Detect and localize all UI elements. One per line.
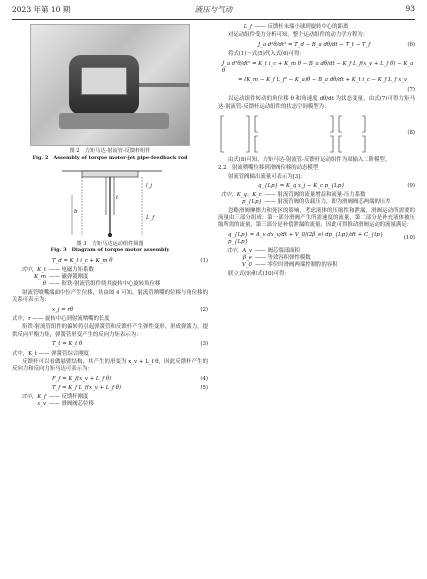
- def-symbol: θ: [42, 281, 46, 288]
- fig2-caption-cn: 图 2 力矩马达-射流管-反馈杆组件: [69, 148, 151, 154]
- eq2-number: (2): [200, 306, 208, 313]
- paragraph: 反馈杆可以看做悬臂结构，其产生的形变为 x_v + L_f θ，因此反馈杆产生的反向力和反向力矩马达可表示为：: [12, 359, 208, 373]
- left-column: [12, 24, 208, 409]
- paragraph: 衔铁-射流管组件的偏转将引起弹簧管和反馈杆产生弹性变形，形成弹簧力，提供反向平衡力矩，弹簧管形变产生的反向力矩表示为：: [12, 324, 208, 338]
- eq7b-text: = (K_m − K_f L_f² − K_a)θ − B_a dθ/dt + K_t i_c − K_f L_f x_v: [238, 77, 407, 84]
- right-column: [218, 24, 415, 279]
- label-lj: l_j: [146, 182, 153, 189]
- label-b: b: [74, 208, 78, 215]
- eq1-number: (1): [200, 258, 208, 265]
- def-text: —— 等效容积弹性模数: [255, 254, 311, 261]
- def-text: —— 衔铁-射流管组件绕其旋转中心旋转角位移: [49, 281, 161, 288]
- header-rule: [12, 19, 415, 20]
- equation-4: [12, 375, 208, 384]
- def-text: —— 磁弹簧刚度: [49, 274, 89, 280]
- paragraph: 忽略滑阀摩擦力和死区的影响，考虑液体的压缩性和泄漏，滑阀运动所需要的流量由三部分组成：第一部分滑阀产生所需速度的流量，第二部分是补充液体被压缩所需的流量，第三部分是补偿泄漏的流量，因此可得推动滑阀运动的流量满足：: [218, 207, 415, 229]
- eq10-number: (10): [403, 235, 415, 242]
- paragraph: 式中，K_t —— 弹簧管综合刚度: [12, 350, 90, 357]
- paragraph: 射流管阀输出流量可表示为[3]：: [228, 173, 306, 180]
- eq9-number: (9): [407, 183, 415, 190]
- def-text: —— 电磁力矩系数: [49, 266, 94, 273]
- fig3-caption-cn: 图 3 力矩马达运动组件简图: [76, 240, 144, 247]
- motor-label-plate: [81, 67, 127, 95]
- def-text: —— 阀芯端部面积: [255, 247, 300, 254]
- issue-label: 2023 年第 10 期: [12, 5, 71, 14]
- eq9-text: q_{Lp} = K_q x_j − K_c p_{Lp}: [258, 183, 345, 190]
- eq7a-text: J_a d²θ/dt² = K_t i_c + K_m θ − B_a dθ/dt − K_f L_f(x_v + L_f θ) − K_a θ: [222, 60, 414, 75]
- equation-7-number-row: [218, 86, 415, 95]
- def-row: [12, 401, 208, 408]
- equation-2: [12, 306, 208, 315]
- eq4-number: (4): [200, 375, 208, 382]
- eq7-number: (7): [407, 86, 415, 93]
- def-row: [218, 192, 415, 199]
- def-row: [218, 262, 415, 269]
- definitions-1: [12, 267, 208, 289]
- label-t: t: [116, 194, 119, 201]
- eq6-text: J_a d²θ/dt² = T_d − B_a dθ/dt − T_t − T_f: [258, 41, 371, 48]
- paragraph: 由式(8)可知，力矩马达-射流管-反馈杆运动组件为双输入二阶模型。: [228, 157, 391, 164]
- def-symbol: 式中，K_f: [21, 393, 46, 400]
- equation-6: [218, 41, 415, 50]
- eq10-text: q_{Lp} = A_v dx_v/dt + V_0/(2β_e) dp_{Lp}/dt + C_{tp} p_{Lp}: [228, 231, 384, 246]
- eq1-text: T_d = K_t i_c + K_m θ: [52, 258, 113, 265]
- eq6-number: (6): [407, 41, 415, 48]
- eq8-number: (8): [407, 130, 415, 137]
- definitions-0: [218, 24, 415, 31]
- def-symbol: β_e: [242, 254, 252, 261]
- def-text: —— 零位时滑阀两端控制腔的容积: [255, 262, 338, 269]
- paragraph: 射流管喷嘴端面中位产生位移，其由图 4 可知，射流管喷嘴的位移与角位移的关系可表示为：: [12, 289, 208, 304]
- equation-3: [12, 340, 208, 349]
- paragraph: 以运动组件转动的角位移 θ 和角速度 dθ/dt 为状态变量，由式(7)可得力矩马达-射流管-反馈杆运动组件的状态空间模型为：: [218, 96, 415, 110]
- def-symbol: 式中，K_q、K_c: [220, 191, 262, 198]
- label-lf: L_f: [146, 214, 155, 221]
- equation-5: [12, 384, 208, 393]
- page-header: [12, 4, 415, 18]
- def-row: [218, 24, 415, 31]
- equation-7-line-2: [218, 76, 415, 85]
- def-symbol: x_v: [37, 401, 46, 408]
- def-symbol: L_f: [243, 24, 252, 30]
- fig2-caption-en: Fig. 2 Assembly of torque motor-jet pipe-feedback rod: [32, 154, 188, 161]
- definitions-4: [218, 248, 415, 270]
- matrix-equation-figure: [218, 114, 398, 154]
- eq3-number: (3): [200, 341, 208, 348]
- paragraph: 对运动组件受力分析可知，整个运动组件的动力学方程为：: [228, 32, 369, 39]
- def-text: —— 反馈杆刚度: [49, 393, 89, 400]
- def-symbol: 式中，K_t: [20, 266, 46, 273]
- eq4-text: F_f = K_f(x_v + L_f θ): [52, 375, 112, 382]
- def-text: —— 反馈杆末端小球到旋转中心的距离: [255, 24, 349, 30]
- page-number: 93: [405, 4, 415, 13]
- paragraph: 式中，r —— 旋转中心到射流喷嘴的长度: [12, 316, 110, 323]
- def-row: [12, 281, 208, 288]
- equation-9: [218, 182, 415, 191]
- def-symbol: 式中，A_v: [226, 247, 252, 254]
- assembly-photo: [30, 24, 190, 146]
- fig3-caption-en: Fig. 3 Diagram of torque motor assembly: [50, 247, 170, 254]
- section-heading: 2.2 射流喷嘴位移到滑阀位移的动态模型: [218, 165, 319, 172]
- equation-1: [12, 257, 208, 266]
- paragraph: 将式(1)～式(5)代入式(6)可得：: [228, 51, 305, 58]
- def-row: [12, 267, 208, 274]
- definitions-2: [12, 394, 208, 409]
- def-row: [218, 248, 415, 255]
- mounting-base: [59, 113, 169, 129]
- eq2-text: x_j = rθ: [52, 306, 74, 313]
- def-symbol: K_m: [34, 274, 46, 280]
- def-symbol: p_{Lp}: [241, 199, 262, 206]
- def-row: [218, 199, 415, 206]
- def-symbol: V_0: [241, 262, 252, 269]
- paragraph: 联立式(9)和式(10)可得：: [228, 270, 290, 277]
- def-text: —— 射流管阀的负载压力，即为滑阀阀芯两端的压差: [265, 199, 391, 206]
- eq3-text: T_t = K_t θ: [52, 341, 83, 348]
- torque-motor-schematic: [12, 165, 208, 241]
- equation-7-line-1: [218, 60, 415, 77]
- def-row: [12, 394, 208, 401]
- def-text: —— 射流管阀的流量增益和流量-压力系数: [265, 191, 366, 198]
- eq5-number: (5): [200, 385, 208, 392]
- eq5-text: T_f = K_f L_f(x_v + L_f θ): [52, 385, 122, 392]
- definitions-3: [218, 192, 415, 207]
- def-text: —— 滑阀阀芯位移: [49, 401, 94, 408]
- equation-10: [218, 231, 415, 248]
- fig3-diagram: [12, 165, 208, 241]
- state-space-matrix: [218, 114, 415, 154]
- feedback-rod: [139, 83, 190, 87]
- journal-title: 液压与气动: [194, 5, 233, 14]
